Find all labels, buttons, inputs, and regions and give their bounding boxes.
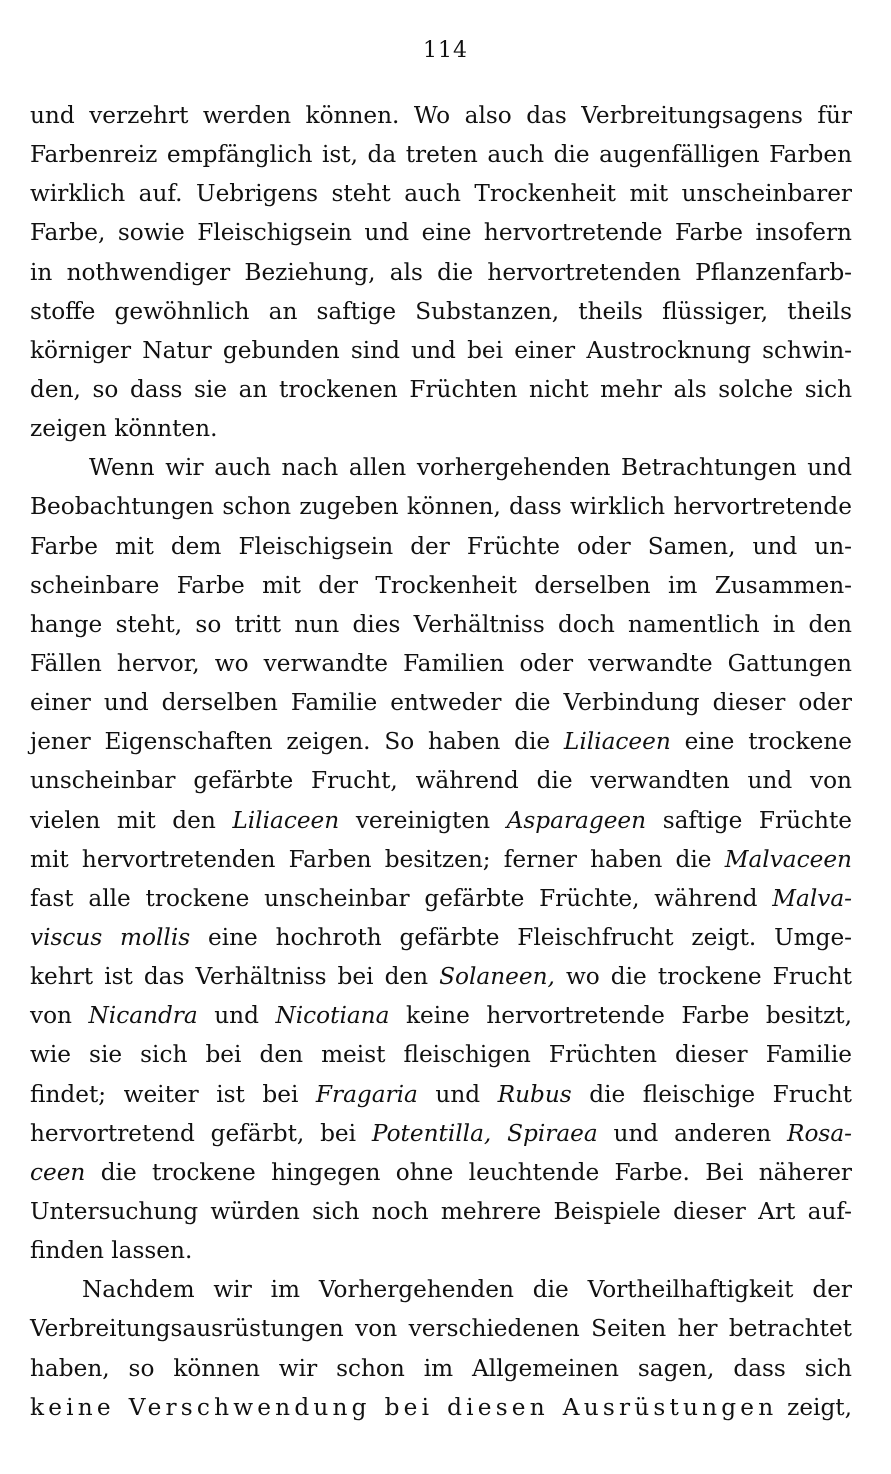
- text-line: körniger Natur gebunden sind und bei einer Austrocknung schwin-: [30, 336, 852, 364]
- text-line: in nothwendiger Beziehung, als die hervortretenden Pflanzenfarb-: [30, 258, 852, 286]
- text-line: hervortretend gefärbt, bei Potentilla, Spiraea und anderen Rosa-: [30, 1119, 852, 1147]
- text-line: zeigen könnten.: [30, 415, 218, 443]
- taxon-name: Fragaria: [315, 1080, 418, 1108]
- text-line: jener Eigenschaften zeigen. So haben die Liliaceen eine trockene: [30, 728, 852, 756]
- text-line: Beobachtungen schon zugeben können, dass wirklich hervortretende: [30, 493, 852, 521]
- taxon-name: Liliaceen: [563, 728, 671, 756]
- taxon-name: Solaneen,: [439, 963, 555, 991]
- emphasized-text: keine Verschwendung bei diesen Ausrüstungen: [30, 1393, 778, 1421]
- text-line: finden lassen.: [30, 1237, 193, 1265]
- text-line: haben, so können wir schon im Allgemeinen sagen, dass sich: [30, 1354, 852, 1382]
- text-line: keine Verschwendung bei diesen Ausrüstungen zeigt,: [30, 1393, 852, 1421]
- text-line: vielen mit den Liliaceen vereinigten Asparageen saftige Früchte: [30, 806, 852, 834]
- text-line: den, so dass sie an trockenen Früchten nicht mehr als solche sich: [30, 375, 852, 403]
- taxon-name: Nicandra: [88, 1002, 198, 1030]
- text-line: stoffe gewöhnlich an saftige Substanzen, theils flüssiger, theils: [30, 297, 852, 325]
- text-line: hange steht, so tritt nun dies Verhältniss doch namentlich in den: [30, 610, 852, 638]
- taxon-name: Malva-: [772, 884, 852, 912]
- paragraph-2: [30, 448, 852, 1270]
- text-line: und verzehrt werden können. Wo also das Verbreitungsagens für: [30, 102, 852, 129]
- text-line: viscus mollis eine hochroth gefärbte Fleischfrucht zeigt. Umge-: [30, 923, 853, 951]
- text-line: Fällen hervor, wo verwandte Familien oder verwandte Gattungen: [30, 649, 852, 677]
- text-line: Nachdem wir im Vorhergehenden die Vortheilhaftigkeit der: [82, 1276, 852, 1304]
- taxon-name: Asparageen: [506, 806, 647, 834]
- text-line: kehrt ist das Verhältniss bei den Solaneen, wo die trockene Frucht: [30, 963, 852, 991]
- text-line: unscheinbar gefärbte Frucht, während die verwandten und von: [30, 767, 852, 795]
- taxon-name: Rosa-: [787, 1119, 852, 1147]
- text-line: Farbe mit dem Fleischigsein der Früchte oder Samen, und un-: [30, 532, 852, 560]
- text-line: wirklich auf. Uebrigens steht auch Trockenheit mit unscheinbarer: [30, 180, 852, 208]
- text-line: Verbreitungsausrüstungen von verschiedenen Seiten her betrachtet: [30, 1315, 852, 1343]
- text-line: scheinbare Farbe mit der Trockenheit derselben im Zusammen-: [30, 571, 852, 599]
- text-line: einer und derselben Familie entweder die Verbindung dieser oder: [30, 689, 852, 717]
- text-line: findet; weiter ist bei Fragaria und Rubus die fleischige Frucht: [30, 1080, 852, 1108]
- taxon-name: Nicotiana: [275, 1002, 390, 1030]
- text-line: mit hervortretenden Farben besitzen; ferner haben die Malvaceen: [30, 845, 852, 873]
- text-line: ceen die trockene hingegen ohne leuchtende Farbe. Bei näherer: [30, 1158, 852, 1186]
- paragraph-1: [30, 96, 852, 448]
- taxon-name: Rubus: [497, 1080, 572, 1108]
- text-line: Farbe, sowie Fleischigsein und eine hervortretende Farbe insofern: [30, 219, 852, 247]
- page-number: 114: [423, 38, 468, 63]
- text-line: Untersuchung würden sich noch mehrere Beispiele dieser Art auf-: [30, 1197, 852, 1225]
- taxon-name: Liliaceen: [232, 806, 340, 834]
- body-text: [30, 96, 852, 1427]
- taxon-name: Malvaceen: [724, 845, 852, 873]
- text-line: wie sie sich bei den meist fleischigen Früchten dieser Familie: [30, 1041, 852, 1069]
- text-line: Farbenreiz empfänglich ist, da treten auch die augenfälligen Farben: [30, 141, 852, 169]
- text-line: Wenn wir auch nach allen vorhergehenden Betrachtungen und: [89, 454, 852, 482]
- taxon-name: Potentilla, Spiraea: [371, 1119, 598, 1147]
- taxon-name: ceen: [30, 1158, 86, 1186]
- taxon-name: viscus mollis: [30, 923, 191, 951]
- text-line: fast alle trockene unscheinbar gefärbte Früchte, während Malva-: [30, 884, 852, 912]
- paragraph-3: [30, 1270, 852, 1427]
- text-line: von Nicandra und Nicotiana keine hervortretende Farbe besitzt,: [30, 1002, 852, 1030]
